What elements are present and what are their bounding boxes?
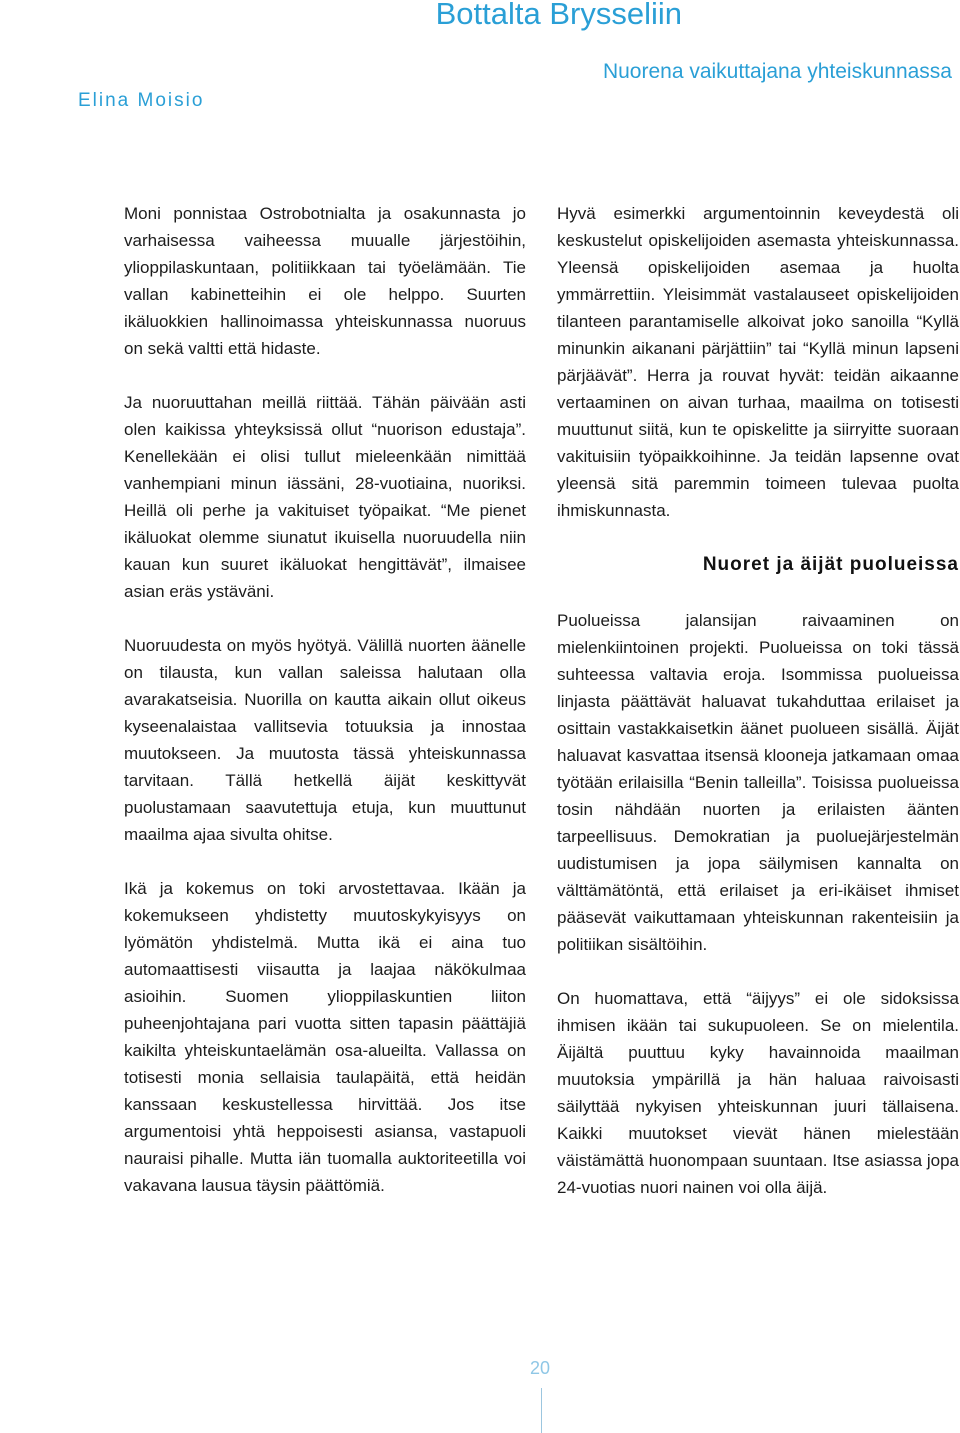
paragraph: Ikä ja kokemus on toki arvostettavaa. Ikään ja kokemukseen yhdistetty muutoskykyisyys on lyömätön yhdistelmä. Mutta ikä ei aina tuo automaattisesti viisautta ja laajaa näkökulmaa asioihin. Suomen ylioppilaskuntien liiton puheenjohtajana pari vuotta sitten tapasin päättäjiä kaikilta yhteiskuntaelämän osa-alueilta. Vallassa on totisesti monia sellaisia taulapäitä, että heidän kanssaan keskustellessa hirvittää. Jos itse argumentoisi yhtä heppoisesti asiansa, vastapuoli nauraisi pihalle. Mutta iän tuomalla auktoriteetilla voi vakavana lausua täysin päättömiä.	[124, 879, 526, 1195]
right-column	[557, 200, 959, 1201]
page-title: Bottalta Brysseliin	[435, 0, 682, 31]
page-number: 20	[530, 1358, 551, 1378]
paragraph: On huomattava, että “äijyys” ei ole sidoksissa ihmisen ikään tai sukupuoleen. Se on mielentila. Äijältä puuttuu kyky havainnoida maailman muutoksia ympärillä ja hän haluaa raivoisasti säilyttää nykyisen yhteiskunnan juuri tällaisena. Kaikki muutokset vievät hänen mielestään väistämättä huonompaan suuntaan. Itse asiassa jopa 24-vuotias nuori nainen voi olla äijä.	[557, 989, 959, 1197]
author-name: Elina Moisio	[78, 90, 205, 111]
section-heading: Nuoret ja äijät puolueissa	[702, 554, 959, 575]
paragraph: Puolueissa jalansijan raivaaminen on mielenkiintoinen projekti. Puolueissa on toki tässä suhteessa valtavia eroja. Isommissa puolueissa linjasta päättävät haluavat tukahduttaa erilaiset ja osittain vastakkaisetkin äänet puolueen sisällä. Äijät haluavat kasvattaa itsensä klooneja jatkamaan omaa työtään erilaisilla “Benin talleilla”. Toisissa puolueissa tosin nähdään nuorten ja erilaisten äänten tarpeellisuus. Demokratian ja puoluejärjestelmän uudistumisen ja jopa säilymisen kannalta on välttämätöntä, että erilaiset ja eri-ikäiset ihmiset pääsevät vaikuttamaan yhteiskunnan rakenteisiin ja politiikan sisältöihin.	[557, 611, 959, 954]
paragraph: Nuoruudesta on myös hyötyä. Välillä nuorten äänelle on tilausta, kun vallan saleissa halutaan olla avarakatseisia. Nuorilla on kautta aikain ollut oikeus kyseenalaistaa vallitsevia totuuksia ja innostaa muutokseen. Ja muutosta tässä yhteiskunnassa tarvitaan. Tällä hetkellä äijät keskittyvät puolustamaan saavutettuja etuja, kun muuttunut maailma ajaa sivulta ohitse.	[124, 636, 526, 844]
page-number-rule	[541, 1388, 542, 1433]
page-subtitle: Nuorena vaikuttajana yhteiskunnassa	[602, 60, 952, 83]
paragraph: Moni ponnistaa Ostrobotnialta ja osakunnasta jo varhaisessa vaiheessa muualle järjestöihin, ylioppilaskuntaan, politiikkaan tai työelämään. Tie vallan kabinetteihin ei ole helppo. Suurten ikäluokkien hallinoimassa yhteiskunnassa nuoruus on sekä valtti että hidaste.	[124, 204, 526, 358]
paragraph: Hyvä esimerkki argumentoinnin keveydestä oli keskustelut opiskelijoiden asemasta yhteiskunnassa. Yleensä opiskelijoiden asemaa ja huolta ymmärrettiin. Yleisimmät vastalauseet opiskelijoiden tilanteen parantamiselle alkoivat joko sanoilla “Kyllä minunkin aikanani pärjättiin” tai “Kyllä minun lapseni pärjäävät”. Herra ja rouvat hyvät: teidän aikaanne vertaaminen on aivan turhaa, maailma on totisesti muuttunut siitä, kun te opiskelitte ja siirryitte suoraan vakituisiin työpaikkoihinne. Ja teidän lapsenne ovat yleensä sitä paremmin toimeen tulevaa puolta ihmiskunnasta.	[557, 204, 959, 520]
left-column	[124, 200, 526, 1199]
paragraph: Ja nuoruuttahan meillä riittää. Tähän päivään asti olen kaikissa yhteyksissä ollut “nuorison edustaja”. Kenellekään ei olisi tullut mieleenkään nimittää vanhempiani minun iässäni, 28-vuotiaina, nuoriksi. Heillä oli perhe ja vakituiset työpaikat. “Me pienet ikäluokat olemme siunatut ikuisella nuoruudella niin kauan kun suuret ikäluokat hengittävät”, ilmaisee asian eräs ystäväni.	[124, 393, 526, 601]
